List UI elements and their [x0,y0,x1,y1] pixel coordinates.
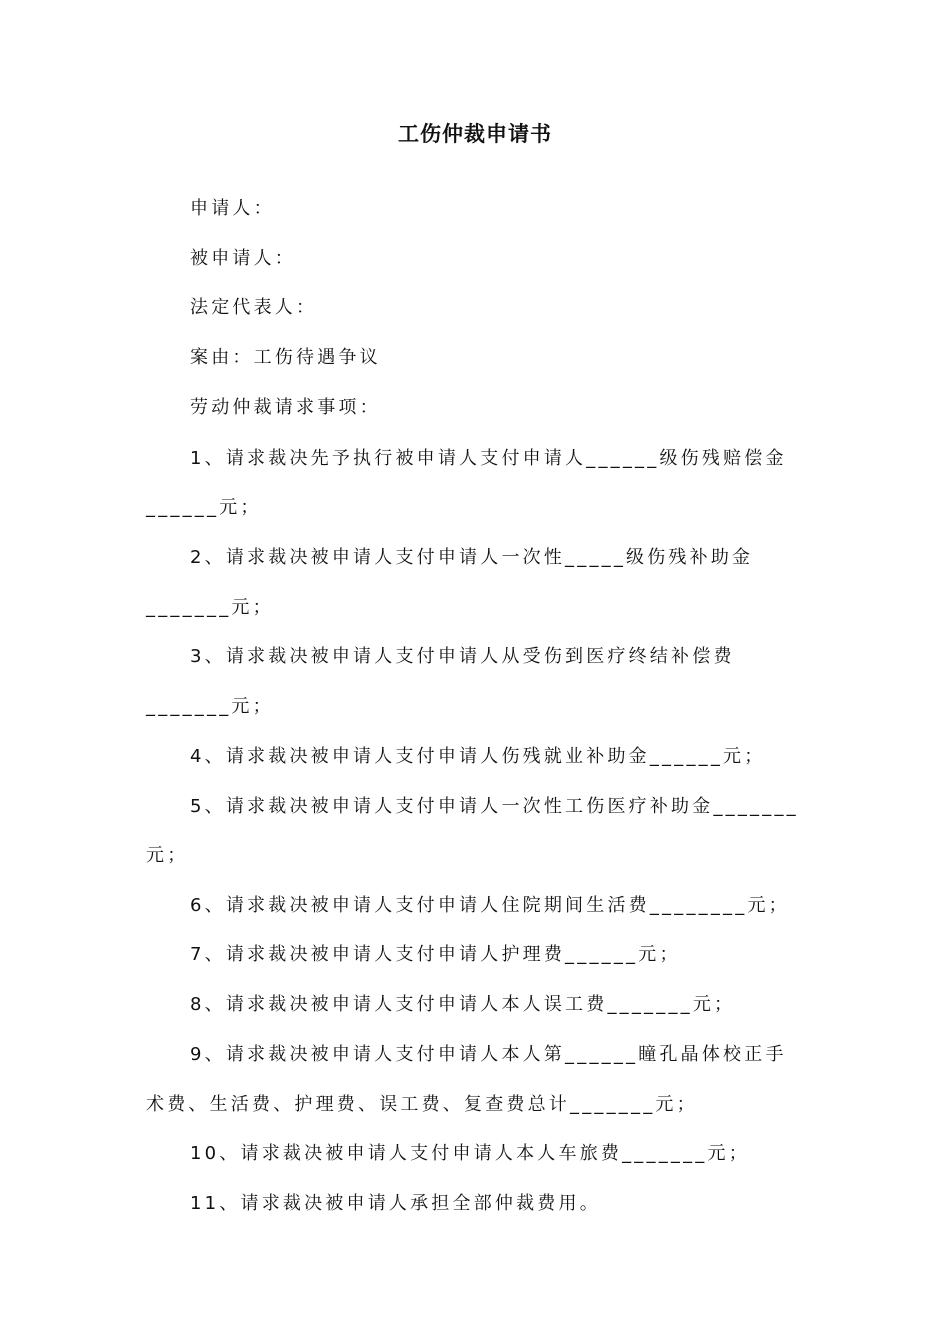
claim-5-line-1: 5、请求裁决被申请人支付申请人一次性工伤医疗补助金_______ [190,796,799,817]
applicant-line: 申请人： [190,198,275,219]
document-title: 工伤仲裁申请书 [398,122,552,146]
claim-2-line-1: 2、请求裁决被申请人支付申请人一次性_____级伤残补助金 [190,547,754,568]
legal-representative-line: 法定代表人： [190,297,318,318]
case-cause-line: 案由：工伤待遇争议 [190,347,381,368]
claim-10-line: 10、请求裁决被申请人支付申请人本人车旅费_______元； [190,1143,750,1164]
claim-1-line-1: 1、请求裁决先予执行被申请人支付申请人______级伤残赔偿金 [190,448,787,469]
claim-5-line-2: 元； [146,845,189,866]
respondent-line: 被申请人： [190,248,296,269]
claim-6-line: 6、请求裁决被申请人支付申请人住院期间生活费________元； [190,895,790,916]
claim-3-line-1: 3、请求裁决被申请人支付申请人从受伤到医疗终结补偿费 [190,646,735,667]
claim-3-line-2: _______元； [146,696,274,717]
claims-heading: 劳动仲裁请求事项： [190,397,381,418]
claim-9-line-2: 术费、生活费、护理费、误工费、复查费总计_______元； [146,1094,698,1115]
claim-9-line-1: 9、请求裁决被申请人支付申请人本人第______瞳孔晶体校正手 [190,1044,787,1065]
claim-7-line: 7、请求裁决被申请人支付申请人护理费______元； [190,944,681,965]
claim-1-line-2: ______元； [146,497,262,518]
claim-8-line: 8、请求裁决被申请人支付申请人本人误工费_______元； [190,994,736,1015]
claim-2-line-2: _______元； [146,597,274,618]
claim-4-line: 4、请求裁决被申请人支付申请人伤残就业补助金______元； [190,746,766,767]
claim-11-line: 11、请求裁决被申请人承担全部仲裁费用。 [190,1193,601,1214]
